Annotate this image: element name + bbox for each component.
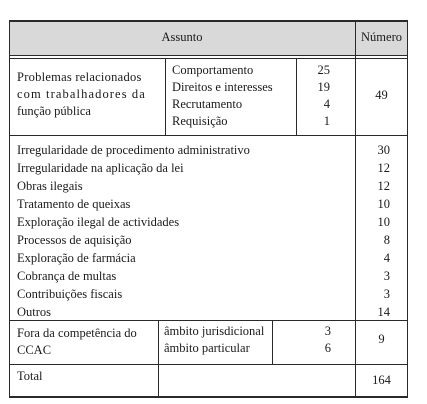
table-row-value: 3 (383, 287, 390, 301)
group1-label-line2: com trabalhadores da (17, 87, 146, 101)
header-divider-double (9, 58, 408, 59)
table-row-label: Irregularidade na aplicação da lei (17, 161, 184, 175)
group1-item-value: 1 (323, 114, 330, 128)
header-number: Número (361, 30, 402, 44)
table-row-value: 12 (377, 161, 390, 175)
table-row-value: 8 (383, 233, 390, 247)
group1-item-value: 25 (317, 63, 330, 77)
group2-label-line2: CCAC (17, 343, 52, 357)
group2-item-value: 6 (324, 341, 331, 355)
border-bottom (9, 396, 408, 398)
group1-label-line1: Problemas relacionados (17, 70, 142, 84)
group1-item-value: 4 (323, 97, 330, 111)
border-top (9, 20, 408, 22)
table-row-label: Contribuições fiscais (17, 287, 123, 301)
table-row-label: Outros (17, 305, 52, 319)
group2-item-label: âmbito particular (164, 341, 250, 355)
total-label: Total (17, 369, 43, 383)
table-row-value: 12 (377, 179, 390, 193)
group1-item-label: Recrutamento (172, 97, 243, 111)
total-row-top-line (9, 364, 408, 365)
group1-total: 49 (375, 88, 388, 102)
rows-bottom-line (9, 320, 408, 321)
group2-item-value: 3 (324, 324, 331, 338)
table-row-value: 10 (377, 215, 390, 229)
group2-label-line1: Fora da competência do (17, 326, 137, 340)
table-row-value: 10 (377, 197, 390, 211)
header-divider (9, 55, 408, 56)
group2-item-label: âmbito jurisdicional (164, 324, 265, 338)
group1-item-label: Direitos e interesses (172, 80, 273, 94)
complaints-table (9, 20, 408, 398)
table-row-label: Obras ilegais (17, 179, 83, 193)
table-row-label: Exploração de farmácia (17, 251, 136, 265)
table-row-value: 30 (377, 143, 390, 157)
group2-total: 9 (378, 332, 385, 346)
group1-item-value: 19 (317, 80, 330, 94)
table-row-label: Tratamento de queixas (17, 197, 131, 211)
group1-label-column-line (165, 58, 166, 135)
table-row-label: Processos de aquisição (17, 233, 132, 247)
table-row-label: Cobrança de multas (17, 269, 117, 283)
total-value: 164 (372, 373, 391, 387)
table-row-label: Exploração ilegal de actividades (17, 215, 180, 229)
border-left (9, 20, 10, 398)
header-subject: Assunto (161, 30, 203, 44)
table-row-label: Irregularidade de procedimento administrativo (17, 143, 250, 157)
table-row-value: 3 (383, 269, 390, 283)
group1-label-line3: função pública (17, 104, 91, 118)
group1-item-label: Comportamento (172, 63, 254, 77)
group2-label-column-line (158, 320, 159, 398)
table-row-value: 4 (383, 251, 390, 265)
group1-bottom-line (9, 135, 408, 136)
table-row-value: 14 (377, 305, 390, 319)
group1-item-label: Requisição (172, 114, 228, 128)
